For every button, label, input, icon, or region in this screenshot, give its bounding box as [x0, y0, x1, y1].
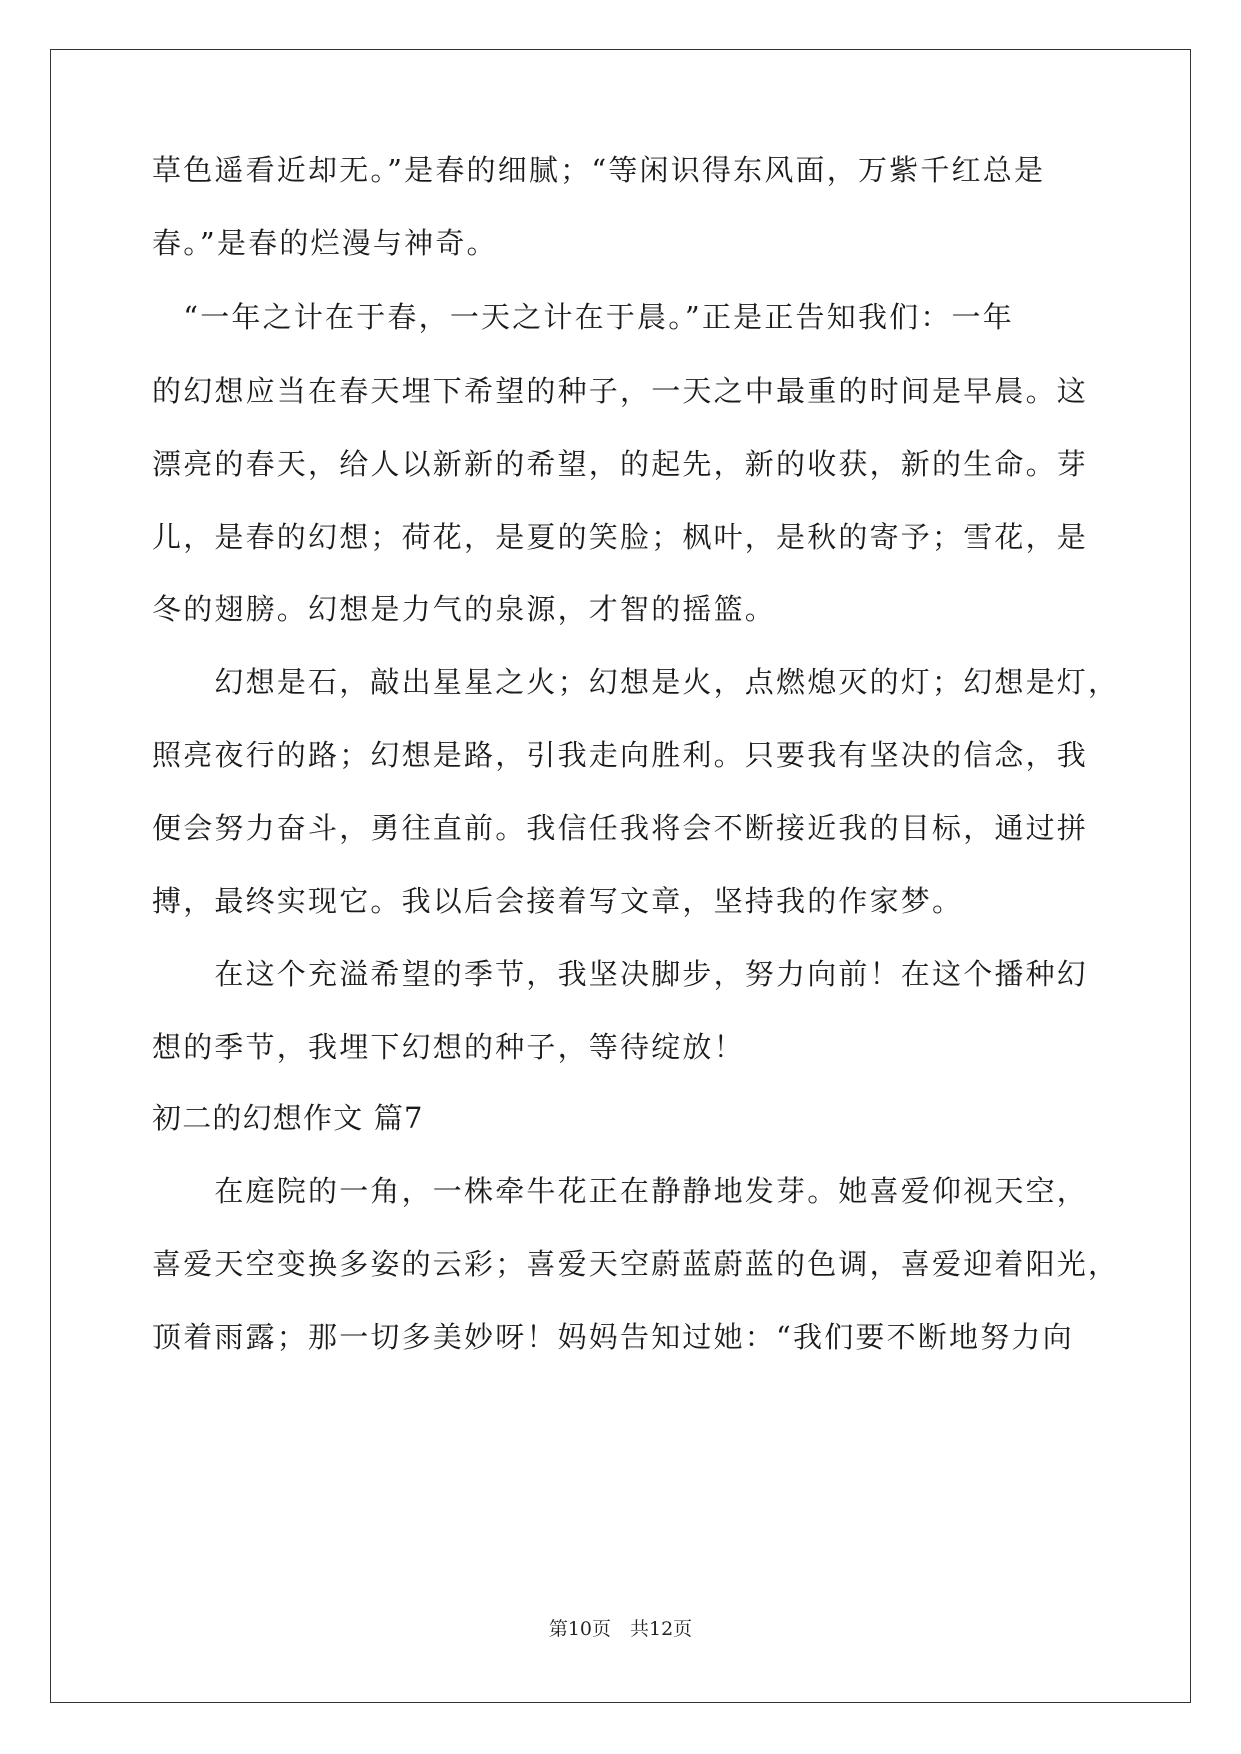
text-line: 草色遥看近却无。”是春的细腻；“等闲识得东风面，万紫千红总是: [152, 153, 1046, 187]
page-footer: [0, 1617, 1241, 1641]
page-number: 第10页 共12页: [548, 1618, 693, 1640]
text-line: 搏，最终实现它。我以后会接着写文章，坚持我的作家梦。: [152, 884, 964, 918]
text-line: 幻想是石，敲出星星之火；幻想是火，点燃熄灭的灯；幻想是灯，: [152, 665, 1120, 699]
text-line: 漂亮的春天，给人以新新的希望，的起先，新的收获，新的生命。芽: [152, 447, 1089, 481]
text-line: 儿，是春的幻想；荷花，是夏的笑脸；枫叶，是秋的寄予；雪花，是: [152, 520, 1089, 554]
text-line: 想的季节，我埋下幻想的种子，等待绽放！: [152, 1030, 745, 1064]
text-line: 照亮夜行的路；幻想是路，引我走向胜利。只要我有坚决的信念，我: [152, 738, 1089, 772]
text-line: 春。”是春的烂漫与神奇。: [152, 226, 498, 260]
text-line: 喜爱天空变换多姿的云彩；喜爱天空蔚蓝蔚蓝的色调，喜爱迎着阳光，: [152, 1247, 1120, 1281]
text-line: 冬的翅膀。幻想是力气的泉源，才智的摇篮。: [152, 592, 777, 626]
text-line: 的幻想应当在春天埋下希望的种子，一天之中最重的时间是早晨。这: [152, 374, 1089, 408]
text-line: 在这个充溢希望的季节，我坚决脚步，努力向前！在这个播种幻: [152, 957, 1089, 991]
text-line: 便会努力奋斗，勇往直前。我信任我将会不断接近我的目标，通过拼: [152, 811, 1089, 845]
text-line: 顶着雨露；那一切多美妙呀！妈妈告知过她：“我们要不断地努力向: [152, 1320, 1074, 1354]
text-line: “一年之计在于春，一天之计在于晨。”正是正告知我们：一年: [152, 300, 1014, 334]
section-heading: 初二的幻想作文 篇7: [152, 1101, 424, 1135]
text-line: 在庭院的一角，一株牵牛花正在静静地发芽。她喜爱仰视天空，: [152, 1174, 1089, 1208]
